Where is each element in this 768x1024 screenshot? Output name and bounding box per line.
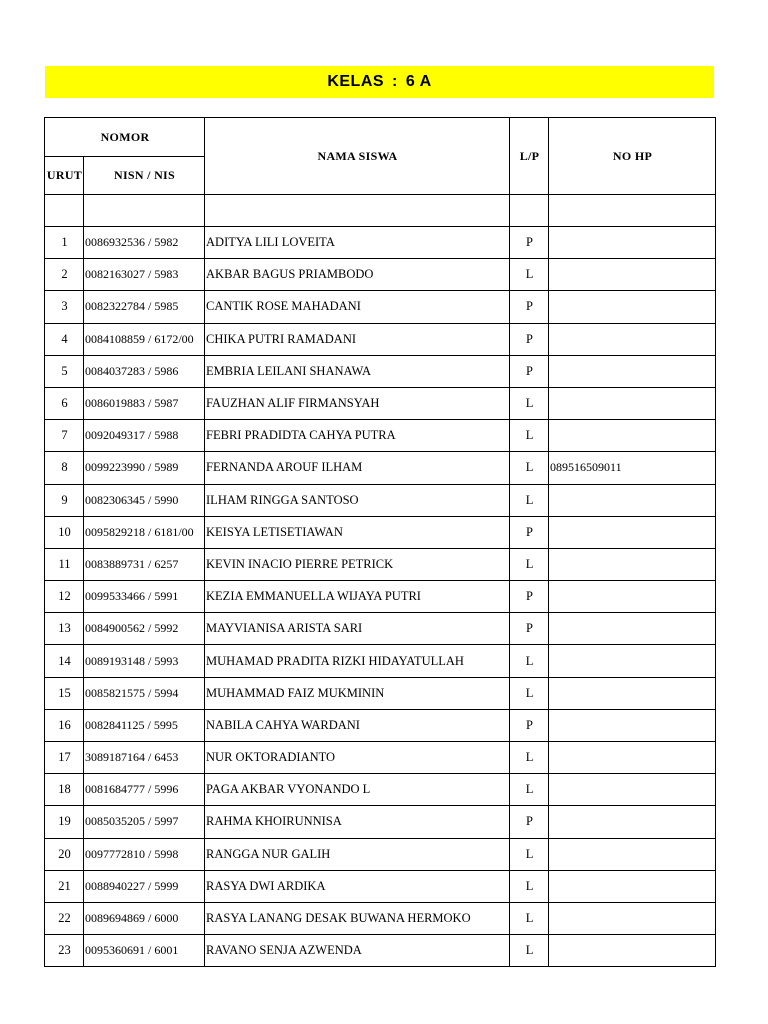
cell-urut: 2 xyxy=(45,259,84,291)
cell-nama-siswa: NABILA CAHYA WARDANI xyxy=(205,709,510,741)
cell-urut: 20 xyxy=(45,838,84,870)
table-row xyxy=(45,355,716,387)
cell-nisn-nis: 3089187164 / 6453 xyxy=(84,742,205,774)
table-row xyxy=(45,291,716,323)
cell-lp: P xyxy=(510,806,549,838)
cell-no-hp xyxy=(549,774,716,806)
cell-lp: L xyxy=(510,645,549,677)
cell-nama-siswa: FEBRI PRADIDTA CAHYA PUTRA xyxy=(205,420,510,452)
cell-urut: 5 xyxy=(45,355,84,387)
table-row xyxy=(45,581,716,613)
cell-nisn-nis: 0082163027 / 5983 xyxy=(84,259,205,291)
cell-lp: P xyxy=(510,709,549,741)
cell-urut: 9 xyxy=(45,484,84,516)
cell-urut: 21 xyxy=(45,870,84,902)
cell-urut: 14 xyxy=(45,645,84,677)
cell-nisn-nis: 0084900562 / 5992 xyxy=(84,613,205,645)
blank-cell xyxy=(205,195,510,227)
cell-nisn-nis: 0092049317 / 5988 xyxy=(84,420,205,452)
cell-nama-siswa: MUHAMAD PRADITA RIZKI HIDAYATULLAH xyxy=(205,645,510,677)
cell-no-hp xyxy=(549,677,716,709)
cell-nisn-nis: 0085821575 / 5994 xyxy=(84,677,205,709)
table-row xyxy=(45,870,716,902)
cell-lp: L xyxy=(510,677,549,709)
cell-lp: L xyxy=(510,548,549,580)
cell-no-hp xyxy=(549,484,716,516)
column-header-urut: URUT xyxy=(45,157,84,195)
cell-no-hp xyxy=(549,613,716,645)
table-row xyxy=(45,935,716,967)
cell-urut: 13 xyxy=(45,613,84,645)
cell-nama-siswa: EMBRIA LEILANI SHANAWA xyxy=(205,355,510,387)
cell-no-hp: 089516509011 xyxy=(549,452,716,484)
cell-no-hp xyxy=(549,548,716,580)
cell-nama-siswa: RAHMA KHOIRUNNISA xyxy=(205,806,510,838)
cell-lp: P xyxy=(510,516,549,548)
cell-lp: L xyxy=(510,420,549,452)
column-header-lp: L/P xyxy=(510,118,549,195)
cell-nisn-nis: 0095360691 / 6001 xyxy=(84,935,205,967)
cell-no-hp xyxy=(549,516,716,548)
cell-no-hp xyxy=(549,387,716,419)
cell-lp: L xyxy=(510,774,549,806)
student-roster-table xyxy=(44,117,716,967)
cell-nisn-nis: 0086019883 / 5987 xyxy=(84,387,205,419)
table-row xyxy=(45,452,716,484)
cell-no-hp xyxy=(549,742,716,774)
cell-nisn-nis: 0099533466 / 5991 xyxy=(84,581,205,613)
cell-nisn-nis: 0089193148 / 5993 xyxy=(84,645,205,677)
class-name: 6 A xyxy=(405,73,432,90)
cell-nama-siswa: KEVIN INACIO PIERRE PETRICK xyxy=(205,548,510,580)
cell-no-hp xyxy=(549,870,716,902)
cell-lp: L xyxy=(510,935,549,967)
cell-urut: 10 xyxy=(45,516,84,548)
cell-nisn-nis: 0095829218 / 6181/00 xyxy=(84,516,205,548)
blank-row xyxy=(45,195,716,227)
cell-lp: L xyxy=(510,742,549,774)
table-row xyxy=(45,420,716,452)
table-row xyxy=(45,742,716,774)
cell-nama-siswa: AKBAR BAGUS PRIAMBODO xyxy=(205,259,510,291)
cell-urut: 23 xyxy=(45,935,84,967)
cell-nama-siswa: RASYA LANANG DESAK BUWANA HERMOKO xyxy=(205,902,510,934)
cell-nama-siswa: ADITYA LILI LOVEITA xyxy=(205,227,510,259)
cell-lp: P xyxy=(510,323,549,355)
cell-urut: 8 xyxy=(45,452,84,484)
table-row xyxy=(45,774,716,806)
table-row xyxy=(45,484,716,516)
cell-urut: 3 xyxy=(45,291,84,323)
cell-nama-siswa: KEZIA EMMANUELLA WIJAYA PUTRI xyxy=(205,581,510,613)
cell-nama-siswa: RAVANO SENJA AZWENDA xyxy=(205,935,510,967)
table-row xyxy=(45,902,716,934)
cell-lp: L xyxy=(510,902,549,934)
blank-cell xyxy=(510,195,549,227)
cell-nisn-nis: 0083889731 / 6257 xyxy=(84,548,205,580)
cell-no-hp xyxy=(549,420,716,452)
cell-no-hp xyxy=(549,935,716,967)
table-row xyxy=(45,323,716,355)
cell-urut: 6 xyxy=(45,387,84,419)
cell-nisn-nis: 0082841125 / 5995 xyxy=(84,709,205,741)
blank-cell xyxy=(549,195,716,227)
table-row xyxy=(45,387,716,419)
cell-nisn-nis: 0081684777 / 5996 xyxy=(84,774,205,806)
cell-nisn-nis: 0085035205 / 5997 xyxy=(84,806,205,838)
column-header-nomor: NOMOR xyxy=(45,118,205,157)
table-row xyxy=(45,227,716,259)
cell-lp: P xyxy=(510,291,549,323)
cell-urut: 22 xyxy=(45,902,84,934)
cell-lp: L xyxy=(510,452,549,484)
cell-no-hp xyxy=(549,323,716,355)
cell-nama-siswa: MAYVIANISA ARISTA SARI xyxy=(205,613,510,645)
cell-nisn-nis: 0082322784 / 5985 xyxy=(84,291,205,323)
cell-lp: P xyxy=(510,581,549,613)
cell-urut: 1 xyxy=(45,227,84,259)
cell-lp: L xyxy=(510,870,549,902)
cell-nama-siswa: FAUZHAN ALIF FIRMANSYAH xyxy=(205,387,510,419)
cell-lp: P xyxy=(510,613,549,645)
cell-nama-siswa: MUHAMMAD FAIZ MUKMININ xyxy=(205,677,510,709)
cell-no-hp xyxy=(549,259,716,291)
cell-lp: L xyxy=(510,838,549,870)
cell-no-hp xyxy=(549,645,716,677)
column-header-nama-siswa: NAMA SISWA xyxy=(205,118,510,195)
cell-urut: 19 xyxy=(45,806,84,838)
table-row xyxy=(45,645,716,677)
cell-no-hp xyxy=(549,838,716,870)
cell-nama-siswa: PAGA AKBAR VYONANDO L xyxy=(205,774,510,806)
cell-urut: 17 xyxy=(45,742,84,774)
cell-nama-siswa: FERNANDA AROUF ILHAM xyxy=(205,452,510,484)
cell-no-hp xyxy=(549,902,716,934)
cell-urut: 11 xyxy=(45,548,84,580)
table-row xyxy=(45,838,716,870)
cell-urut: 4 xyxy=(45,323,84,355)
cell-no-hp xyxy=(549,291,716,323)
cell-nama-siswa: ILHAM RINGGA SANTOSO xyxy=(205,484,510,516)
table-row xyxy=(45,548,716,580)
cell-nama-siswa: RASYA DWI ARDIKA xyxy=(205,870,510,902)
cell-nisn-nis: 0084037283 / 5986 xyxy=(84,355,205,387)
cell-lp: P xyxy=(510,227,549,259)
cell-no-hp xyxy=(549,355,716,387)
cell-urut: 15 xyxy=(45,677,84,709)
header-row-top xyxy=(45,118,716,157)
table-row xyxy=(45,677,716,709)
cell-nama-siswa: NUR OKTORADIANTO xyxy=(205,742,510,774)
cell-no-hp xyxy=(549,581,716,613)
cell-lp: P xyxy=(510,355,549,387)
cell-no-hp xyxy=(549,227,716,259)
cell-lp: L xyxy=(510,387,549,419)
cell-no-hp xyxy=(549,806,716,838)
cell-nama-siswa: CHIKA PUTRI RAMADANI xyxy=(205,323,510,355)
class-label: KELAS xyxy=(327,73,385,90)
cell-nisn-nis: 0089694869 / 6000 xyxy=(84,902,205,934)
cell-urut: 12 xyxy=(45,581,84,613)
table-row xyxy=(45,709,716,741)
cell-nisn-nis: 0086932536 / 5982 xyxy=(84,227,205,259)
cell-urut: 18 xyxy=(45,774,84,806)
blank-cell xyxy=(45,195,84,227)
cell-nisn-nis: 0088940227 / 5999 xyxy=(84,870,205,902)
table-row xyxy=(45,516,716,548)
cell-urut: 7 xyxy=(45,420,84,452)
table-row xyxy=(45,806,716,838)
cell-nama-siswa: CANTIK ROSE MAHADANI xyxy=(205,291,510,323)
cell-nisn-nis: 0084108859 / 6172/00 xyxy=(84,323,205,355)
table-row xyxy=(45,613,716,645)
cell-nama-siswa: RANGGA NUR GALIH xyxy=(205,838,510,870)
class-separator: : xyxy=(392,73,398,90)
column-header-nisn-nis: NISN / NIS xyxy=(84,157,205,195)
cell-nisn-nis: 0099223990 / 5989 xyxy=(84,452,205,484)
column-header-no-hp: NO HP xyxy=(549,118,716,195)
cell-nisn-nis: 0082306345 / 5990 xyxy=(84,484,205,516)
cell-urut: 16 xyxy=(45,709,84,741)
cell-no-hp xyxy=(549,709,716,741)
cell-lp: L xyxy=(510,484,549,516)
class-title-bar xyxy=(45,66,714,98)
cell-nisn-nis: 0097772810 / 5998 xyxy=(84,838,205,870)
cell-nama-siswa: KEISYA LETISETIAWAN xyxy=(205,516,510,548)
table-row xyxy=(45,259,716,291)
blank-cell xyxy=(84,195,205,227)
roster-body xyxy=(45,195,716,967)
cell-lp: L xyxy=(510,259,549,291)
